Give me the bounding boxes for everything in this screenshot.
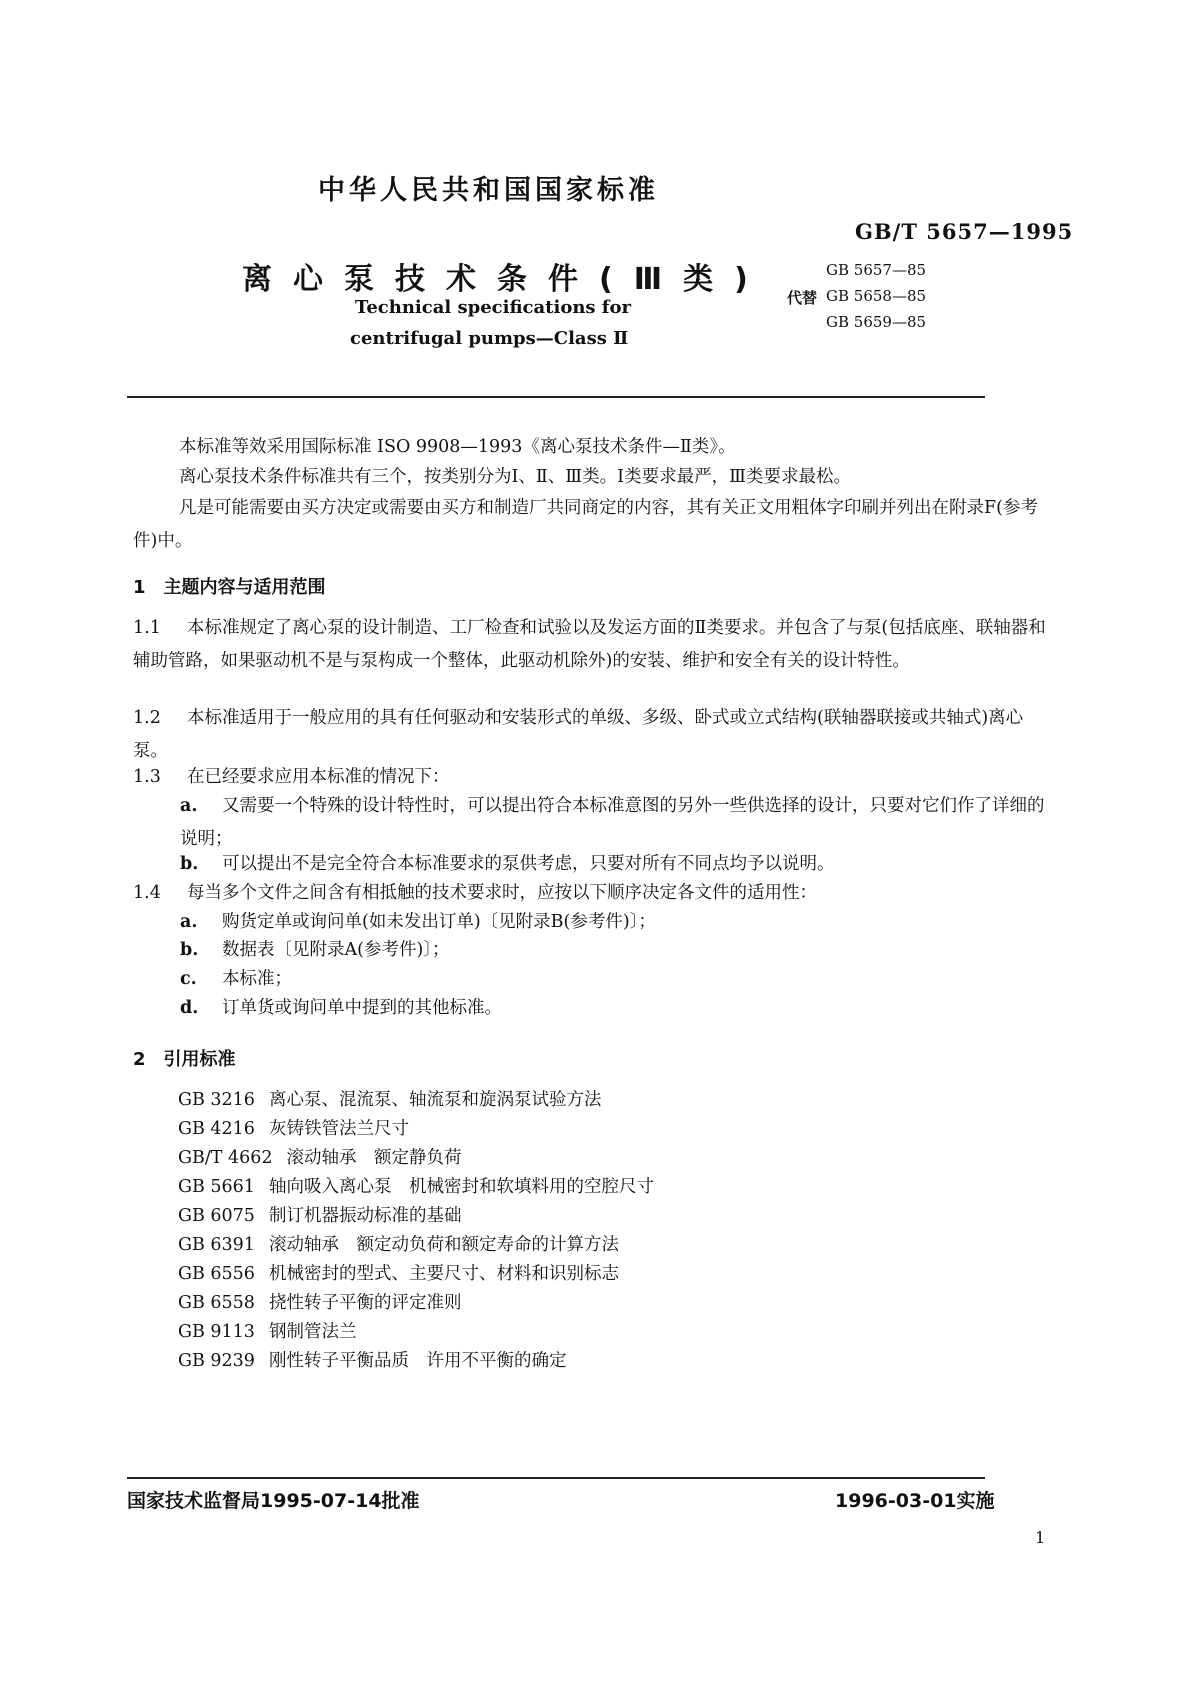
footer-divider (127, 1477, 985, 1479)
list-item-text: 购货定单或询问单(如未发出订单)〔见附录B(参考件)〕； (222, 912, 656, 932)
reference-code: GB 9113 (178, 1322, 255, 1342)
replaces-label: 代替 (787, 289, 818, 307)
clause-text: 本标准适用于一般应用的具有任何驱动和安装形式的单级、多级、卧式或立式结构(联轴器联接或共轴式)离心泵。 (133, 708, 1024, 761)
reference-name: 滚动轴承 额定静负荷 (286, 1148, 462, 1168)
list-item (180, 992, 1058, 1025)
intro-paragraph: 离心泵技术条件标准共有三个，按类别分为Ⅰ、Ⅱ、Ⅲ类。Ⅰ类要求最严，Ⅲ类要求最松。 (179, 467, 851, 487)
list-item-label: a. (180, 912, 198, 932)
reference-name: 机械密封的型式、主要尺寸、材料和识别标志 (268, 1264, 619, 1284)
implementation-date: 1996-03-01实施 (835, 1490, 995, 1512)
reference-code: GB 6558 (178, 1293, 255, 1313)
reference-entry (178, 1115, 409, 1140)
reference-name: 离心泵、混流泵、轴流泵和旋涡泵试验方法 (268, 1090, 602, 1110)
reference-entry (178, 1173, 654, 1198)
list-item-text: 订单货或询问单中提到的其他标准。 (222, 998, 502, 1018)
clause-number: 1.3 (133, 767, 161, 787)
reference-entry (178, 1144, 462, 1169)
document-title-en-line2: centrifugal pumps—Class Ⅱ (350, 328, 629, 349)
reference-name: 制订机器振动标准的基础 (268, 1206, 462, 1226)
list-item (180, 790, 1058, 856)
section-heading: 1 主题内容与适用范围 (133, 577, 326, 598)
reference-code: GB 6556 (178, 1264, 255, 1284)
page-number: 1 (1035, 1528, 1046, 1547)
reference-name: 轴向吸入离心泵 机械密封和软填料用的空腔尺寸 (268, 1177, 654, 1197)
header-divider (127, 396, 985, 398)
replaced-standard: GB 5658—85 (826, 287, 927, 305)
intro-paragraph: 凡是可能需要由买方决定或需要由买方和制造厂共同商定的内容，其有关正文用粗体字印刷并列出在附录F(参考件)中。 (133, 498, 1038, 551)
reference-name: 滚动轴承 额定动负荷和额定寿命的计算方法 (268, 1235, 619, 1255)
list-item-label: c. (180, 969, 197, 989)
list-item-label: b. (180, 854, 199, 874)
clause-text: 本标准规定了离心泵的设计制造、工厂检查和试验以及发运方面的Ⅱ类要求。并包含了与泵(包括底座、联轴器和辅助管路，如果驱动机不是与泵构成一个整体，此驱动机除外)的安装、维护和安全有关的设计特性。 (133, 618, 1046, 671)
clause-text: 在已经要求应用本标准的情况下： (187, 767, 450, 787)
reference-code: GB 6391 (178, 1235, 255, 1255)
list-item-label: d. (180, 998, 199, 1018)
reference-code: GB 3216 (178, 1090, 255, 1110)
clause-number: 1.2 (133, 708, 161, 728)
reference-code: GB 4216 (178, 1119, 255, 1139)
list-item-text: 本标准； (222, 969, 292, 989)
clause-text: 每当多个文件之间含有相抵触的技术要求时，应按以下顺序决定各文件的适用性： (187, 883, 817, 903)
reference-name: 刚性转子平衡品质 许用不平衡的确定 (268, 1351, 567, 1371)
document-title-cn: 离心泵技术条件(Ⅲ类) (242, 262, 769, 297)
standard-number: GB/T 5657—1995 (855, 219, 1074, 244)
section-heading: 2 引用标准 (133, 1049, 236, 1070)
document-title-en-line1: Technical specifications for (355, 297, 632, 318)
clause-1-1 (133, 612, 1058, 678)
reference-name: 灰铸铁管法兰尺寸 (268, 1119, 409, 1139)
list-item-label: a. (180, 796, 198, 816)
national-standard-title: 中华人民共和国国家标准 (318, 175, 659, 206)
reference-code: GB 5661 (178, 1177, 255, 1197)
reference-code: GB 9239 (178, 1351, 255, 1371)
list-item-text: 数据表〔见附录A(参考件)〕； (222, 940, 450, 960)
reference-entry (178, 1260, 619, 1285)
replaced-standard: GB 5657—85 (826, 261, 927, 279)
approval-info: 国家技术监督局1995-07-14批准 (127, 1490, 420, 1512)
reference-entry (178, 1086, 601, 1111)
reference-entry (178, 1347, 566, 1372)
reference-entry (178, 1318, 356, 1343)
reference-entry (178, 1231, 619, 1256)
clause-1-2 (133, 702, 1058, 768)
list-item-text: 又需要一个特殊的设计特性时，可以提出符合本标准意图的另外一些供选择的设计，只要对它们作了详细的说明； (180, 796, 1045, 849)
reference-entry (178, 1202, 461, 1227)
clause-number: 1.4 (133, 883, 161, 903)
clause-number: 1.1 (133, 618, 161, 638)
list-item-text: 可以提出不是完全符合本标准要求的泵供考虑，只要对所有不同点均予以说明。 (222, 854, 835, 874)
reference-code: GB/T 4662 (178, 1148, 273, 1168)
list-item-label: b. (180, 940, 199, 960)
reference-name: 钢制管法兰 (268, 1322, 357, 1342)
intro-paragraph: 本标准等效采用国际标准 ISO 9908—1993《离心泵技术条件—Ⅱ类》。 (179, 437, 736, 457)
replaced-standard: GB 5659—85 (826, 313, 927, 331)
reference-entry (178, 1289, 461, 1314)
reference-name: 挠性转子平衡的评定准则 (268, 1293, 462, 1313)
reference-code: GB 6075 (178, 1206, 255, 1226)
